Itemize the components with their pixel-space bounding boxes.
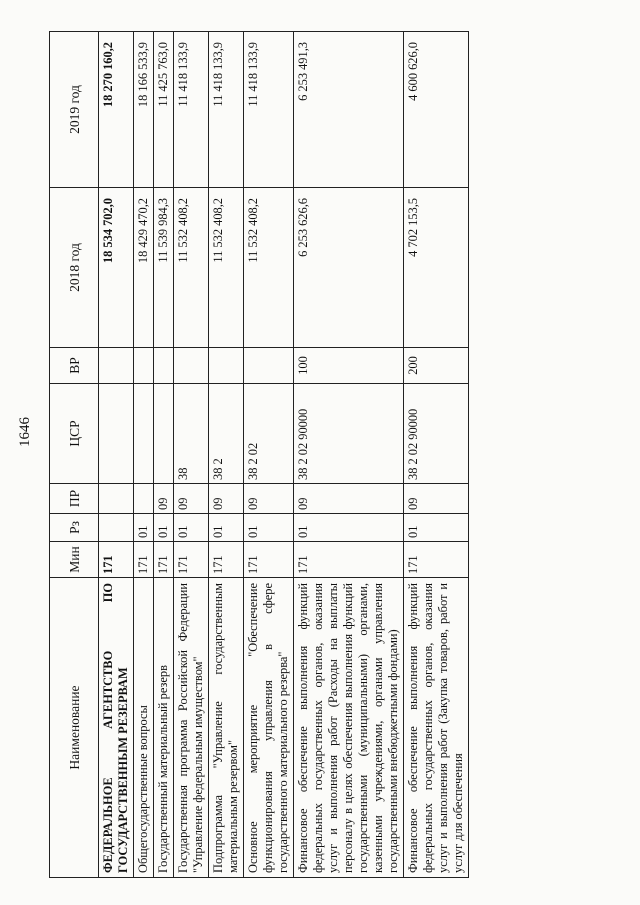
row-vr	[244, 348, 294, 384]
row-csr: 38	[174, 384, 209, 484]
row-rz: 01	[294, 514, 404, 542]
row-rz: 01	[134, 514, 154, 542]
header-name: Наименование	[50, 578, 99, 878]
table-row	[244, 32, 294, 878]
page-number: 1646	[17, 417, 33, 447]
row-min: 171	[404, 542, 469, 578]
row-2018: 11 539 984,3	[154, 188, 174, 348]
table-row	[154, 32, 174, 878]
budget-table	[49, 31, 469, 878]
header-csr: ЦСР	[50, 384, 99, 484]
row-pr: 09	[209, 484, 244, 514]
row-csr: 38 2 02	[244, 384, 294, 484]
table-row	[134, 32, 154, 878]
row-csr	[154, 384, 174, 484]
row-rz: 01	[154, 514, 174, 542]
row-2019: 6 253 491,3	[294, 32, 404, 188]
row-vr	[134, 348, 154, 384]
row-2018: 11 532 408,2	[174, 188, 209, 348]
row-csr: 38 2 02 90000	[404, 384, 469, 484]
row-vr	[99, 348, 134, 384]
row-vr	[209, 348, 244, 384]
row-name: Государственная программа Российской Федерации "Управление федеральным имуществом"	[174, 578, 209, 878]
table-row	[294, 32, 404, 878]
row-2019: 11 425 763,0	[154, 32, 174, 188]
row-vr: 100	[294, 348, 404, 384]
row-vr: 200	[404, 348, 469, 384]
row-2019: 18 166 533,9	[134, 32, 154, 188]
row-2018: 6 253 626,6	[294, 188, 404, 348]
row-rz: 01	[404, 514, 469, 542]
row-csr	[134, 384, 154, 484]
row-2018: 4 702 153,5	[404, 188, 469, 348]
header-pr: ПР	[50, 484, 99, 514]
row-rz	[99, 514, 134, 542]
table-row	[404, 32, 469, 878]
row-2019: 11 418 133,9	[244, 32, 294, 188]
row-vr	[154, 348, 174, 384]
row-min: 171	[99, 542, 134, 578]
row-min: 171	[209, 542, 244, 578]
row-pr: 09	[154, 484, 174, 514]
row-2018: 11 532 408,2	[209, 188, 244, 348]
row-csr: 38 2 02 90000	[294, 384, 404, 484]
row-2018: 11 532 408,2	[244, 188, 294, 348]
row-pr	[99, 484, 134, 514]
row-name: Общегосударственные вопросы	[134, 578, 154, 878]
row-name: Подпрограмма "Управление государственным материальным резервом"	[209, 578, 244, 878]
row-min: 171	[294, 542, 404, 578]
header-row	[50, 32, 99, 878]
row-min: 171	[174, 542, 209, 578]
row-pr	[134, 484, 154, 514]
header-min: Мин	[50, 542, 99, 578]
table-row	[209, 32, 244, 878]
row-pr: 09	[244, 484, 294, 514]
row-name: ФЕДЕРАЛЬНОЕ АГЕНТСТВО ПО ГОСУДАРСТВЕННЫМ РЕЗЕРВАМ	[99, 578, 134, 878]
row-pr: 09	[294, 484, 404, 514]
row-name: Основное мероприятие "Обеспечение функционирования управления в сфере государственного материального резерва"	[244, 578, 294, 878]
header-vr: ВР	[50, 348, 99, 384]
row-2018: 18 429 470,2	[134, 188, 154, 348]
header-rz: Рз	[50, 514, 99, 542]
row-name: Государственный материальный резерв	[154, 578, 174, 878]
row-min: 171	[154, 542, 174, 578]
row-pr: 09	[404, 484, 469, 514]
header-2019: 2019 год	[50, 32, 99, 188]
row-vr	[174, 348, 209, 384]
row-2019: 18 270 160,2	[99, 32, 134, 188]
row-min: 171	[244, 542, 294, 578]
row-2018: 18 534 702,0	[99, 188, 134, 348]
row-min: 171	[134, 542, 154, 578]
header-2018: 2018 год	[50, 188, 99, 348]
row-2019: 11 418 133,9	[174, 32, 209, 188]
table-row	[99, 32, 134, 878]
rotated-table-wrapper	[49, 32, 592, 878]
row-rz: 01	[209, 514, 244, 542]
row-rz: 01	[244, 514, 294, 542]
row-csr: 38 2	[209, 384, 244, 484]
row-2019: 11 418 133,9	[209, 32, 244, 188]
row-name: Финансовое обеспечение выполнения функций федеральных государственных органов, оказания услуг и выполнения работ (Закупка товаров, работ и услуг для обеспечения	[404, 578, 469, 878]
table-row	[174, 32, 209, 878]
row-csr	[99, 384, 134, 484]
row-name: Финансовое обеспечение выполнения функций федеральных государственных органов, оказания услуг и выполнения работ (Расходы на выплаты персоналу в целях обеспечения выполнения функций государственными (муниципальными) органами, казенными учреждениями, органами управления государственными внебюджетными фондами)	[294, 578, 404, 878]
row-rz: 01	[174, 514, 209, 542]
row-2019: 4 600 626,0	[404, 32, 469, 188]
row-pr: 09	[174, 484, 209, 514]
